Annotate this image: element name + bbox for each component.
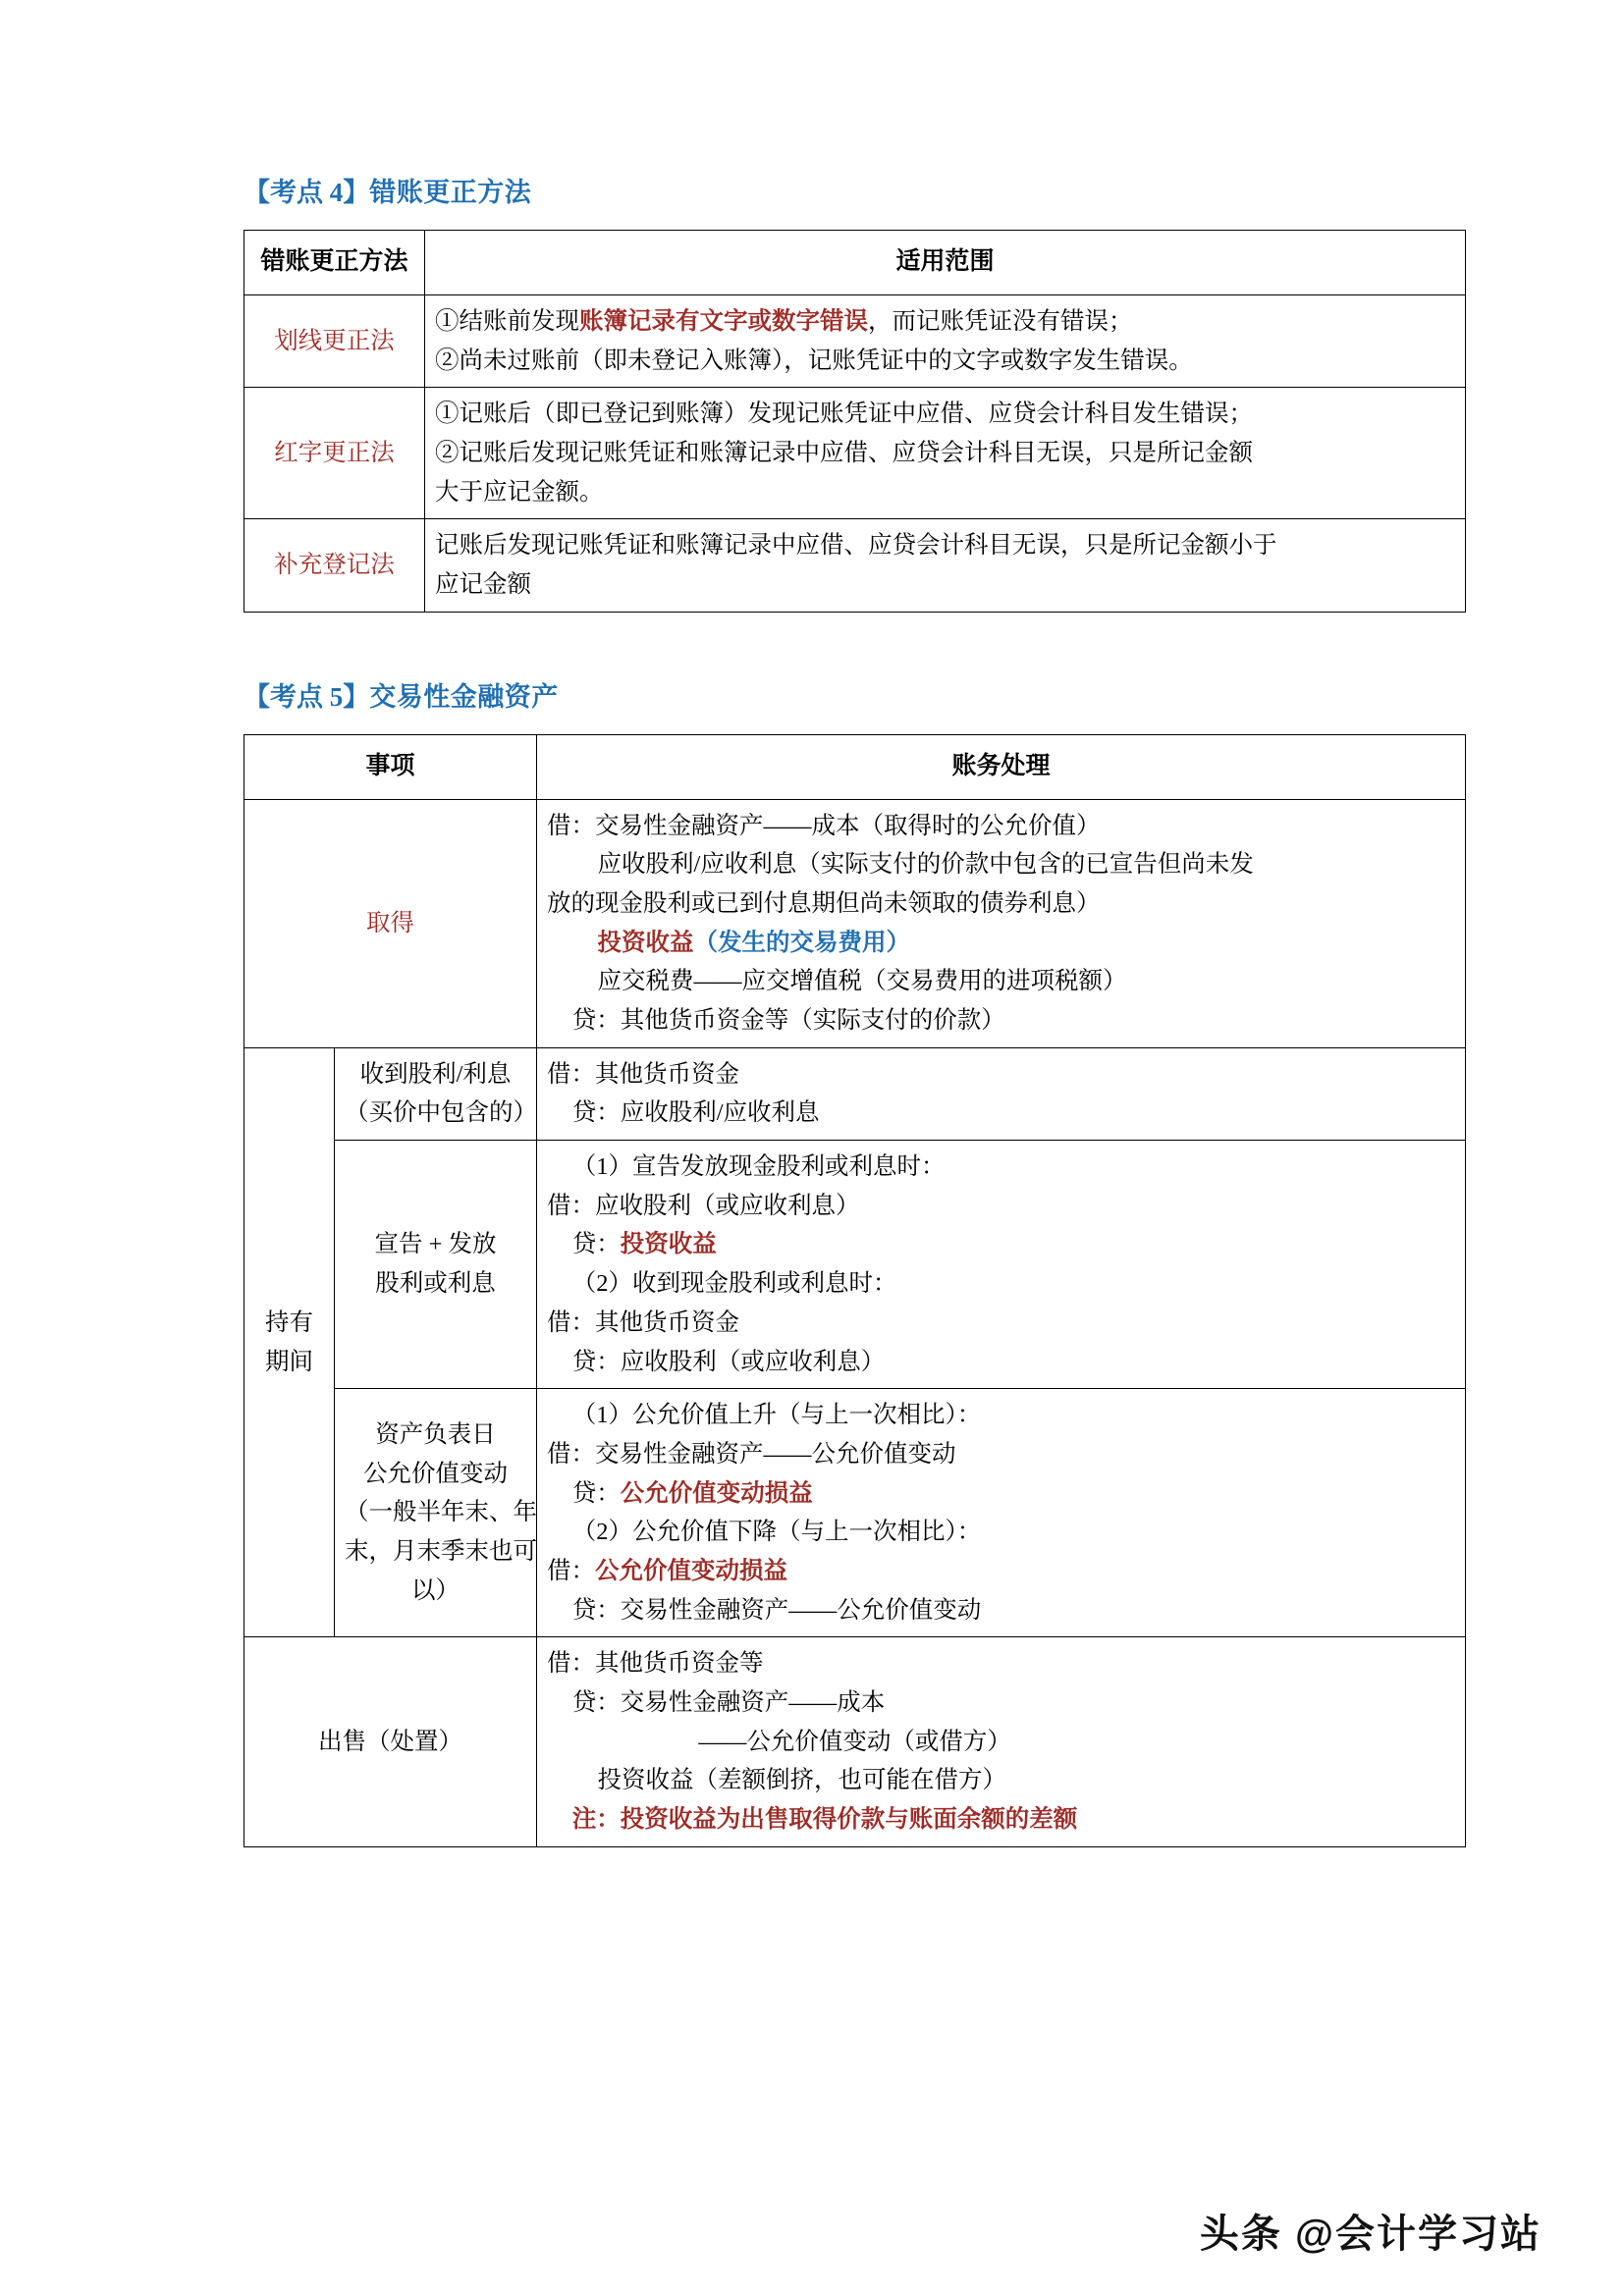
entry-line: 贷：应收股利/应收利息 [571,1099,820,1127]
table-row [244,388,1466,519]
method-name-cell: 红字更正法 [244,388,425,519]
section-4-title-text: 错账更正方法 [369,178,532,207]
table-row [244,294,1466,387]
sub-item-label-line: 股利或利息 [375,1270,496,1298]
scope-line: ①记账后（即已登记到账簿）发现记账凭证中应借、应贷会计科目发生错误； [435,400,1253,428]
method-scope-cell [425,519,1466,612]
document-content [244,177,1466,1847]
entry-line: 贷：应收股利（或应收利息） [571,1348,886,1375]
entry-line: 借：交易性金融资产——公允价值变动 [547,1440,956,1468]
sub-item-label-line: 末，月末季末也可 [345,1538,537,1566]
entry-line: 借：公允价值变动损益 [547,1557,788,1584]
sub-item-label [335,1141,537,1389]
method-name-cell: 划线更正法 [244,294,425,387]
item-label-disposal: 出售（处置） [244,1637,537,1846]
scope-line: 记账后发现记账凭证和账簿记录中应借、应贷会计科目无误，只是所记金额小于 [435,532,1277,560]
item-label-holding [244,1047,335,1637]
section-4-title-prefix: 【考点 4】 [244,178,370,207]
table-row-acquire [244,799,1466,1047]
entry-line-note: 注：投资收益为出售取得价款与账面余额的差额 [571,1806,1078,1834]
disposal-entries-cell [537,1637,1466,1846]
acquire-entries-cell [537,799,1466,1047]
scope-line: 应记金额 [435,571,531,599]
section-5-title-prefix: 【考点 5】 [244,681,370,712]
column-header-scope: 适用范围 [425,231,1466,295]
table-header-row [244,735,1466,800]
entry-line: 放的现金股利或已到付息期但尚未领取的债券利息） [547,889,1101,917]
entry-line: 应收股利/应收利息（实际支付的价款中包含的已宣告但尚未发 [597,851,1254,879]
holding-entries-cell [537,1389,1466,1637]
entry-line: 贷：交易性金融资产——公允价值变动 [571,1596,982,1624]
table-row [244,519,1466,612]
section-4-title [244,177,1466,208]
sub-item-label-line: 宣告 + 发放 [374,1231,497,1258]
sub-item-label-line: 以） [411,1576,460,1604]
holding-label-line-2: 期间 [265,1348,313,1375]
entry-line: 投资收益（发生的交易费用） [597,929,910,956]
holding-entries-cell [537,1047,1466,1140]
holding-label-line-1: 持有 [265,1308,313,1336]
entry-line: （2）收到现金股利或利息时： [571,1270,897,1298]
sub-item-label-line: 公允价值变动 [363,1460,508,1487]
entry-line: （1）宣告发放现金股利或利息时： [571,1153,946,1181]
sub-item-label [335,1047,537,1140]
scope-line: ②尚未过账前（即未登记入账簿），记账凭证中的文字或数字发生错误。 [435,347,1193,374]
trading-financial-asset-table [244,734,1466,1847]
sub-item-label-line: （一般半年末、年 [345,1499,537,1526]
item-label-acquire: 取得 [244,799,537,1047]
sub-item-label-line: （买价中包含的） [345,1099,537,1127]
entry-line: 借：其他货币资金 [547,1308,740,1336]
scope-line: ②记账后发现记账凭证和账簿记录中应借、应贷会计科目无误，只是所记金额 [435,439,1253,466]
entry-line: 贷：公允价值变动损益 [571,1479,813,1507]
scope-line: ①结账前发现账簿记录有文字或数字错误，而记账凭证没有错误； [435,307,1133,335]
sub-item-label-line: 资产负表日 [375,1421,496,1449]
method-name-cell: 补充登记法 [244,519,425,612]
entry-line: 借：其他货币资金等 [547,1650,764,1678]
entry-line: 贷：交易性金融资产——成本 [571,1689,886,1717]
section-spacer [244,613,1466,681]
table-header-row [244,231,1466,295]
entry-line: （1）公允价值上升（与上一次相比）： [571,1402,982,1429]
column-header-method: 错账更正方法 [244,231,425,295]
entry-line: 借：交易性金融资产——成本（取得时的公允价值） [547,812,1101,839]
entry-line: 投资收益（差额倒挤，也可能在借方） [597,1767,1006,1794]
table-row-holding-dividend-received [244,1047,1466,1140]
column-header-accounting: 账务处理 [537,735,1466,800]
trading-financial-asset-table-body [244,799,1466,1846]
table-row-disposal [244,1637,1466,1846]
table-row-holding-declare-distribute [244,1141,1466,1389]
error-correction-table [244,230,1466,612]
entry-line: 借：其他货币资金 [547,1060,740,1088]
sub-item-label [335,1389,537,1637]
method-scope-cell [425,294,1466,387]
scope-line: 大于应记金额。 [435,478,604,506]
method-scope-cell [425,388,1466,519]
entry-line: 贷：投资收益 [571,1231,717,1258]
watermark: 头条 @会计学习站 [1199,2213,1542,2256]
sub-item-label-line: 收到股利/利息 [359,1060,512,1088]
section-5-title [244,681,1466,713]
entry-line: 应交税费——应交增值税（交易费用的进项税额） [597,968,1127,995]
entry-line: 贷：其他货币资金等（实际支付的价款） [571,1007,1005,1035]
table-row-holding-fair-value-change [244,1389,1466,1637]
section-5-title-text: 交易性金融资产 [369,681,559,712]
entry-line: 借：应收股利（或应收利息） [547,1192,860,1219]
error-correction-table-body [244,294,1466,612]
entry-line: （2）公允价值下降（与上一次相比）： [571,1519,982,1546]
entry-line: ——公允价值变动（或借方） [698,1728,1011,1755]
holding-entries-cell [537,1141,1466,1389]
column-header-item: 事项 [244,735,537,800]
